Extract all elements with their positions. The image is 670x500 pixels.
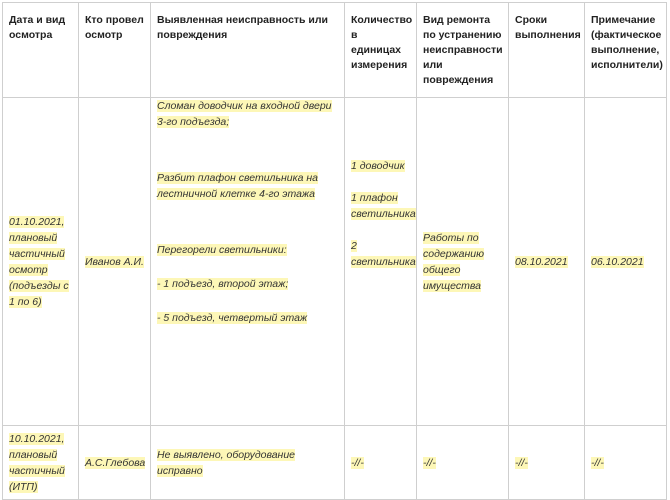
row2-defect: Не выявлено, оборудование исправно — [157, 448, 296, 477]
row1-deadline: 08.10.2021 — [515, 255, 568, 268]
header-deadline: Сроки выполнения — [509, 3, 585, 98]
table-header-row — [3, 3, 667, 98]
row1-repair: Работы по содержанию общего имущества — [423, 231, 485, 292]
row1-inspector: Иванов А.И. — [85, 255, 144, 268]
row1-repair-cell — [417, 98, 509, 426]
row2-quantity: -//- — [351, 456, 364, 469]
inspection-log-table — [2, 2, 667, 500]
row1-defect-1: Сломан доводчик на входной двери 3-го подъезда; — [157, 100, 332, 128]
row1-defect-4: - 1 подъезд, второй этаж; — [157, 278, 289, 290]
row2-inspector-cell — [79, 426, 151, 500]
row2-repair-cell — [417, 426, 509, 500]
row2-quantity-cell — [345, 426, 417, 500]
row1-quantity-3: 2 светильника — [351, 240, 416, 268]
row2-note: -//- — [591, 456, 604, 469]
header-inspector: Кто провел осмотр — [79, 3, 151, 98]
header-defect: Выявленная неисправность или повреждения — [151, 3, 345, 98]
row2-repair: -//- — [423, 456, 436, 469]
row1-quantity-cell — [345, 98, 417, 426]
row2-deadline: -//- — [515, 456, 528, 469]
row1-deadline-cell — [509, 98, 585, 426]
row1-inspector-cell — [79, 98, 151, 426]
header-repair: Вид ремонта по устранению неисправности или повреждения — [417, 3, 509, 98]
row2-deadline-cell — [509, 426, 585, 500]
row2-note-cell — [585, 426, 667, 500]
row1-defects-cell — [151, 98, 345, 426]
row1-note: 06.10.2021 — [591, 255, 644, 268]
row1-quantity-2: 1 плафон светильника — [351, 192, 416, 220]
header-quantity: Количество в единицах измерения — [345, 3, 417, 98]
row1-quantity-1: 1 доводчик — [351, 160, 405, 172]
row1-date-cell — [3, 98, 79, 426]
row1-defect-3: Перегорели светильники: — [157, 244, 287, 256]
row2-defect-cell — [151, 426, 345, 500]
header-date: Дата и вид осмотра — [3, 3, 79, 98]
row1-note-cell — [585, 98, 667, 426]
table-row — [3, 98, 667, 426]
row1-defect-2: Разбит плафон светильника на лестничной клетке 4-го этажа — [157, 172, 318, 200]
row1-defect-5: - 5 подъезд, четвертый этаж — [157, 312, 308, 324]
row2-inspector: А.С.Глебова — [85, 456, 146, 469]
row2-date-cell — [3, 426, 79, 500]
header-note: Примечание (фактическое выполнение, исполнители) — [585, 3, 667, 98]
row2-date: 10.10.2021, плановый частичный (ИТП) — [9, 432, 65, 493]
table-row — [3, 426, 667, 500]
row1-date: 01.10.2021, плановый частичный осмотр (подъезды с 1 по 6) — [9, 215, 69, 308]
